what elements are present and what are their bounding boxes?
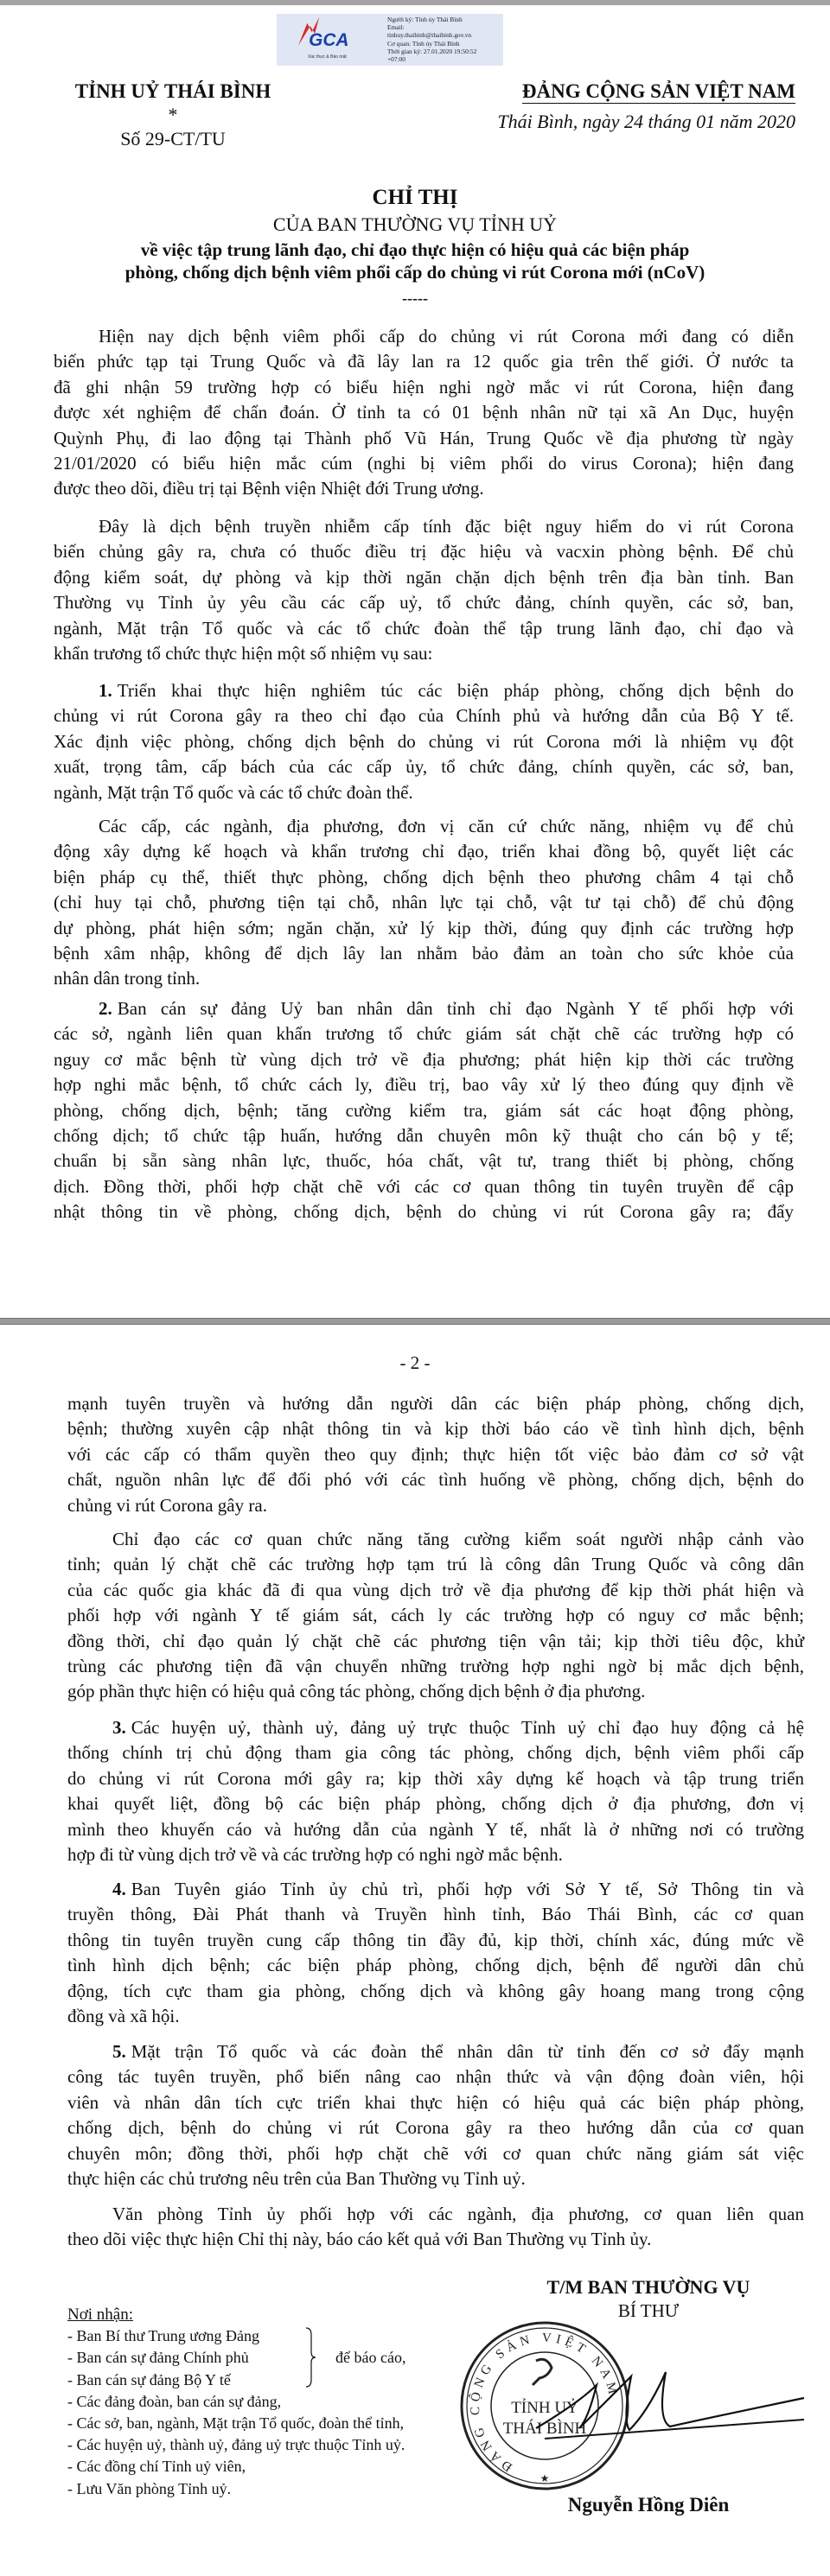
recipient-item: - Ban cán sự đảng Bộ Y tế [67, 2370, 231, 2388]
line-text: Các huyện uỷ, thành uỷ, đảng uỷ trực thuộc Tỉnh uỷ chỉ đạo huy động cả hệ [131, 1717, 804, 1738]
line-text: Xác định việc phòng, chống dịch bệnh do chủng vi rút Corona mới là nhiệm vụ đột [54, 730, 794, 752]
line-text: dự phòng, phát hiện sớm; ngăn chặn, xử lý kịp thời, đúng quy định các trường hợp [54, 917, 794, 938]
recipients-note: để báo cáo, [335, 2349, 406, 2366]
numbered-paragraph [54, 678, 794, 805]
line-text: chất, nguồn nhân lực để đối phó với các tình huống về phòng, chống dịch, bệnh do [67, 1469, 804, 1491]
line-text: thực hiện các chủ trương nêu trên của Ban Thường vụ Tỉnh uỷ. [67, 2167, 526, 2189]
sign-time-line: Thời gian ký: 27.01.2020 19:50:52 [387, 47, 477, 55]
text-line [67, 1679, 804, 1704]
line-text: công tác tuyên truyền, phổ biến nâng cao nhận thức và vận động đoàn viên, hội [67, 2066, 804, 2088]
signature-info [387, 16, 476, 63]
text-line [54, 349, 794, 374]
digital-signature-stamp [277, 14, 503, 66]
text-line [67, 1715, 804, 1740]
line-text: chuẩn bị sẵn sàng nhân lực, thuốc, hóa chất, vật tư, trang thiết bị phòng, chống [54, 1150, 794, 1172]
text-line [67, 1578, 804, 1603]
paragraph [54, 814, 794, 992]
text-line [54, 1072, 794, 1097]
svg-text:GCA: GCA [309, 29, 349, 50]
line-text: góp phần thực hiện có hiệu quả công tác phòng, chống dịch bệnh ở địa phương. [67, 1681, 646, 1702]
subject-line: phòng, chống dịch bệnh viêm phổi cấp do chủng vi rút Corona mới (nCoV) [124, 262, 706, 283]
line-text: đồng và xã hội. [67, 2005, 180, 2026]
line-text: biến phức tạp tại Trung Quốc và đã lây lan ra 12 quốc gia trên thế giới. Ở nước ta [54, 351, 794, 372]
line-text: phối hợp với ngành Y tế giám sát, cách ly các trường hợp có nguy cơ mắc bệnh; [67, 1605, 804, 1626]
text-line [54, 1199, 794, 1224]
text-line [67, 1979, 804, 2004]
line-text: truyền thông, Đài Phát thanh và Truyền hình tỉnh, Báo Thái Bình, các cơ quan [67, 1904, 804, 1925]
line-text: Triển khai thực hiện nghiêm túc các biện pháp phòng, chống dịch bệnh do [117, 680, 794, 701]
text-line [54, 754, 794, 779]
numbered-paragraph [67, 1715, 804, 1867]
line-text: bệnh; thường xuyên cập nhật thông tin và kịp thời báo cáo về tình hình dịch, bệnh [67, 1418, 804, 1440]
line-text: ngành, Mặt trận Tổ quốc và các tổ chức đoàn thể tập trung lãnh đạo, chỉ đạo và [54, 617, 794, 639]
text-line [67, 1603, 804, 1628]
text-line [67, 1842, 804, 1867]
recipient-item: - Các đảng đoàn, ban cán sự đảng, [67, 2392, 282, 2410]
line-text: chủng vi rút Corona gây ra theo chỉ đạo của Chính phủ và hướng dẫn của Bộ Y tế. [54, 705, 794, 727]
line-text: chủng vi rút Corona gây ra. [67, 1494, 267, 1516]
line-text: hợp nghi mắc bệnh, tổ chức cách ly, điều trị, bao vây xử lý theo đúng quy định về [54, 1074, 794, 1096]
text-line [54, 400, 794, 425]
line-text: hợp đi từ vùng dịch trở về và các trường hợp có nghi ngờ mắc bệnh. [67, 1843, 563, 1865]
organization-name: TỈNH UỶ THÁI BÌNH [74, 80, 271, 102]
line-text: do chủng vi rút Corona mới gây ra; kịp thời xây dựng kế hoạch và tập trung triển [67, 1767, 804, 1789]
text-line [54, 729, 794, 754]
party-name [450, 80, 795, 103]
text-line [54, 451, 794, 476]
line-text: của các quốc gia khác đã đi qua vùng dịch trở về địa phương để kịp thời phát hiện và [67, 1579, 804, 1600]
text-line [54, 1047, 794, 1072]
line-text: tỉnh; quản lý chặt chẽ các trường hợp tạm trú là công dân Trung Quốc và công dân [67, 1554, 804, 1575]
text-line [67, 1766, 804, 1791]
line-text: 21/01/2020 có biểu hiện mắc cúm (nghi bị viêm phổi do virus Corona); hiện đang [54, 452, 794, 474]
text-line [54, 476, 794, 501]
viewer-top-bar [0, 0, 830, 5]
line-text: thông tin tuyên truyền cung cấp thông tin đầy đủ, kịp thời, chính xác, đúng mức về [67, 1929, 804, 1950]
text-line [67, 2090, 804, 2115]
line-text: động xây dựng kế hoạch và khẩn trương chỉ đạo, triển khai đồng bộ, quyết liệt các [54, 841, 794, 862]
signer-line: Người ký: Tỉnh ủy Thái Bình [387, 16, 463, 23]
right-brace-icon [304, 2326, 316, 2388]
issuer: CỦA BAN THƯỜNG VỤ TỈNH UỶ [272, 213, 558, 235]
line-text: biến chủng gây ra, chưa có thuốc điều trị đặc hiệu và vacxin phòng bệnh. Để chủ [54, 541, 794, 563]
text-line [54, 1174, 794, 1199]
line-text: khẩn trương tổ chức thực hiện một số nhiệm vụ sau: [54, 642, 433, 664]
text-line [54, 426, 794, 451]
item-number: 2. [99, 998, 112, 1019]
line-text: dịch. Đồng thời, phối hợp chặt chẽ với các cơ quan thông tin tuyên truyền để cập [54, 1175, 794, 1197]
text-line [67, 1791, 804, 1816]
timezone-line: +07:00 [387, 55, 406, 64]
text-line [67, 1493, 804, 1518]
line-text: trùng các phương tiện đã vận chuyển những trường hợp nghi ngờ bị mắc dịch bệnh, [67, 1655, 804, 1676]
text-line [54, 941, 794, 966]
party-name-text: ĐẢNG CỘNG SẢN VIỆT NAM [521, 80, 795, 102]
page-divider [0, 1318, 830, 1325]
text-line [54, 839, 794, 864]
text-line [54, 678, 794, 703]
seal-center-line: THÁI BÌNH [502, 2420, 587, 2438]
line-text: chuyên môn; đồng thời, phối hợp chặt chẽ với cơ quan chức năng giám sát việc [67, 2142, 804, 2164]
line-text: đã ghi nhận 59 trường hợp có biểu hiện nghi ngờ mắc vi rút Corona, hiện đang [54, 376, 794, 398]
document-number: Số 29-CT/TU [120, 128, 226, 149]
handwritten-signature [527, 2368, 813, 2454]
seal-center-line: TỈNH UỶ [511, 2399, 578, 2417]
text-line [67, 1442, 804, 1467]
line-text: Hiện nay dịch bệnh viêm phổi cấp do chủng vi rút Corona mới đang có diễn [99, 326, 794, 347]
text-line [54, 780, 794, 805]
line-text: khai quyết liệt, đồng bộ các biện pháp phòng, chống dịch ở địa phương, đơn vị [67, 1793, 804, 1815]
line-text: động kiểm soát, dự phòng và kịp thời ngăn chặn dịch bệnh trên địa bàn tỉnh. Ban [54, 566, 794, 588]
text-line [67, 2064, 804, 2089]
document-type: CHỈ THỊ [372, 186, 458, 209]
recipients-list [67, 2304, 405, 2500]
line-text: Ban Tuyên giáo Tỉnh ủy chủ trì, phối hợp với Sở Y tế, Sở Thông tin và [131, 1879, 804, 1899]
paragraph [54, 324, 794, 502]
paragraph [67, 1391, 804, 1518]
text-line [67, 2115, 804, 2140]
text-line [67, 1552, 804, 1577]
text-line [54, 703, 794, 728]
line-text: Văn phòng Tỉnh ủy phối hợp với các ngành, địa phương, cơ quan liên quan [112, 2204, 804, 2224]
email-value: tinhuy.thaibinh@thaibinh.gov.vn [387, 31, 472, 40]
recipient-item: - Các huyện uỷ, thành uỷ, đảng uỷ trực thuộc Tỉnh uỷ. [67, 2436, 405, 2454]
text-line [54, 375, 794, 400]
line-text: với các cấp có thẩm quyền theo quy định; thực hiện tốt việc bảo đảm cơ sở vật [67, 1443, 804, 1465]
on-behalf-title: T/M BAN THƯỜNG VỤ [546, 2276, 750, 2298]
text-line [67, 1654, 804, 1679]
paragraph [54, 514, 794, 666]
line-text: nhân dân trong tỉnh. [54, 968, 201, 989]
text-line [54, 814, 794, 839]
text-line [67, 1416, 804, 1441]
text-line [67, 1740, 804, 1765]
line-text: Thường vụ Tỉnh ủy yêu cầu các cấp uỷ, tổ chức đảng, chính quyền, các sở, ban, [54, 592, 794, 614]
line-text: được xét nghiệm để chẩn đoán. Ở tỉnh ta có 01 bệnh nhân nữ tại xã An Dục, huyện [54, 402, 794, 423]
line-text: theo dõi việc thực hiện Chỉ thị này, báo cáo kết quả với Ban Thường vụ Tỉnh ủy. [67, 2229, 652, 2250]
vgca-logo-icon [287, 16, 367, 50]
text-line [67, 1467, 804, 1492]
line-text: các sở, ngành liên quan khẩn trương tổ chức giám sát chặt chẽ các trường hợp có [54, 1023, 794, 1045]
text-line [54, 590, 794, 615]
text-line [54, 966, 794, 991]
recipient-item: - Các đồng chí Tỉnh uỷ viên, [67, 2458, 246, 2476]
text-line [67, 1902, 804, 1927]
line-text: Mặt trận Tổ quốc và các đoàn thể nhân dân từ tỉnh đến cơ sở đẩy mạnh [131, 2041, 804, 2062]
text-line [54, 565, 794, 590]
line-text: (chỉ huy tại chỗ, phương tiện tại chỗ, nhân lực tại chỗ, vật tư tại chỗ) để chủ động [54, 892, 794, 913]
line-text: nhật thông tin về phòng, chống dịch, bệnh do chủng vi rút Corona gây ra; đẩy [54, 1201, 794, 1223]
recipient-item: - Ban Bí thư Trung ương Đảng [67, 2327, 260, 2345]
text-line [67, 2227, 804, 2252]
line-text: chống dịch, bệnh do chủng vi rút Corona gây ra theo hướng dẫn của cơ quan [67, 2117, 804, 2139]
text-line [67, 1391, 804, 1416]
line-text: Các cấp, các ngành, địa phương, đơn vị căn cứ chức năng, nhiệm vụ để chủ [99, 816, 794, 836]
paragraph [67, 1527, 804, 1705]
line-text: Ban cán sự đảng Uỷ ban nhân dân tỉnh chỉ đạo Ngành Y tế phối hợp với [117, 998, 794, 1019]
text-line [67, 2166, 804, 2191]
text-line [67, 1817, 804, 1842]
recipient-item: - Lưu Văn phòng Tỉnh uỷ. [67, 2479, 232, 2497]
line-text: viên và nhân dân tích cực triển khai thực hiện có hiệu quả các biện pháp phòng, [67, 2091, 804, 2113]
star-separator: * [168, 104, 178, 125]
numbered-paragraph [67, 1877, 804, 2029]
text-line [54, 1021, 794, 1046]
line-text: được theo dõi, điều trị tại Bệnh viện Nhiệt đới Trung ương. [54, 478, 484, 499]
email-label: Email: [387, 23, 405, 32]
subject-line: về việc tập trung lãnh đạo, chỉ đạo thực hiện có hiệu quả các biện pháp [140, 239, 690, 260]
signer-name: Nguyễn Hồng Diên [567, 2494, 730, 2516]
paragraph [67, 2202, 804, 2253]
text-line [54, 916, 794, 941]
logo-caption: Xác thực & Bảo mật [308, 54, 347, 60]
text-line [54, 1148, 794, 1174]
numbered-paragraph [67, 2039, 804, 2191]
text-line [54, 1123, 794, 1148]
line-text: tình hình dịch bệnh; các biện pháp phòng, chống dịch, bệnh để người dân chủ [67, 1955, 804, 1976]
line-text: bệnh xâm nhập, không để dịch lây lan nhằm bảo đảm an toàn cho sức khỏe của [54, 942, 794, 964]
text-line [67, 2039, 804, 2064]
item-number: 1. [99, 680, 112, 701]
title-separator: ----- [402, 289, 428, 307]
text-line [54, 539, 794, 564]
text-line [54, 1098, 794, 1123]
text-line [54, 324, 794, 349]
line-text: mình theo khuyến cáo và hướng dẫn của ngành Y tế, nhất là ở những nơi có trường [67, 1818, 804, 1840]
item-number: 5. [112, 2041, 126, 2062]
svg-text:★: ★ [540, 2472, 550, 2484]
line-text: Chỉ đạo các cơ quan chức năng tăng cường kiểm soát người nhập cảnh vào [112, 1529, 804, 1549]
text-line [54, 996, 794, 1021]
line-text: ngành, Mặt trận Tổ quốc và các tổ chức đoàn thể. [54, 781, 413, 803]
recipient-item: - Các sở, ban, ngành, Mặt trận Tổ quốc, đoàn thể tỉnh, [67, 2414, 405, 2433]
text-line [67, 2004, 804, 2029]
page-number: - 2 - [399, 1352, 431, 1373]
line-text: biện pháp cụ thể, thiết thực phòng, chống dịch bệnh theo phương châm 4 tại chỗ [54, 866, 794, 887]
text-line [54, 616, 794, 641]
line-text: thống chính trị chủ động tham gia công tác phòng, chống dịch, bệnh viêm phổi cấp [67, 1742, 804, 1764]
text-line [67, 1527, 804, 1552]
line-text: mạnh tuyên truyền và hướng dẫn người dân các biện pháp phòng, chống dịch, [67, 1393, 804, 1414]
item-number: 4. [112, 1879, 126, 1899]
line-text: đồng thời, chỉ đạo quản lý chặt chẽ các phương tiện vận tải; kịp thời tiêu độc, khử [67, 1630, 804, 1651]
line-text: nguy cơ mắc bệnh từ vùng dịch trở về địa phương; phát hiện kịp thời các trường [54, 1048, 794, 1070]
text-line [67, 1953, 804, 1978]
text-line [67, 1928, 804, 1953]
line-text: xuất, trọng tâm, cấp bách của các cấp ủy, tổ chức đảng, chính quyền, các sở, ban, [54, 756, 794, 778]
text-line [67, 2141, 804, 2166]
line-text: phòng, chống dịch, bệnh; tăng cường kiểm tra, giám sát các hoạt động phòng, [54, 1099, 794, 1121]
text-line [54, 514, 794, 539]
numbered-paragraph [54, 996, 794, 1225]
text-line [54, 865, 794, 890]
text-line [54, 890, 794, 915]
svg-text:ĐẢNG CỘNG SẢN VIỆT NAM: ĐẢNG CỘNG SẢN VIỆT NAM [468, 2331, 621, 2474]
text-line [67, 1629, 804, 1654]
text-line [67, 2202, 804, 2227]
text-line [54, 641, 794, 666]
place-date: Thái Bình, ngày 24 tháng 01 năm 2020 [497, 111, 795, 132]
item-number: 3. [112, 1717, 126, 1738]
agency-line: Cơ quan: Tỉnh ủy Thái Bình [387, 39, 460, 48]
signer-position: BÍ THƯ [617, 2300, 680, 2321]
recipient-item: - Ban cán sự đảng Chính phủ [67, 2349, 249, 2367]
line-text: Đây là dịch bệnh truyền nhiễm cấp tính đặc biệt nguy hiểm do vi rút Corona [99, 516, 794, 537]
line-text: động, tích cực tham gia phòng, chống dịch và không gây hoang mang trong cộng [67, 1980, 804, 2001]
line-text: chống dịch; tổ chức tập huấn, hướng dẫn chuyên môn kỹ thuật cho cán bộ y tế; [54, 1124, 794, 1146]
line-text: Quỳnh Phụ, đi lao động tại Thành phố Vũ Hán, Trung Quốc về địa phương từ ngày [54, 427, 794, 448]
recipients-title: Nơi nhận: [67, 2306, 134, 2324]
text-line [67, 1877, 804, 1902]
